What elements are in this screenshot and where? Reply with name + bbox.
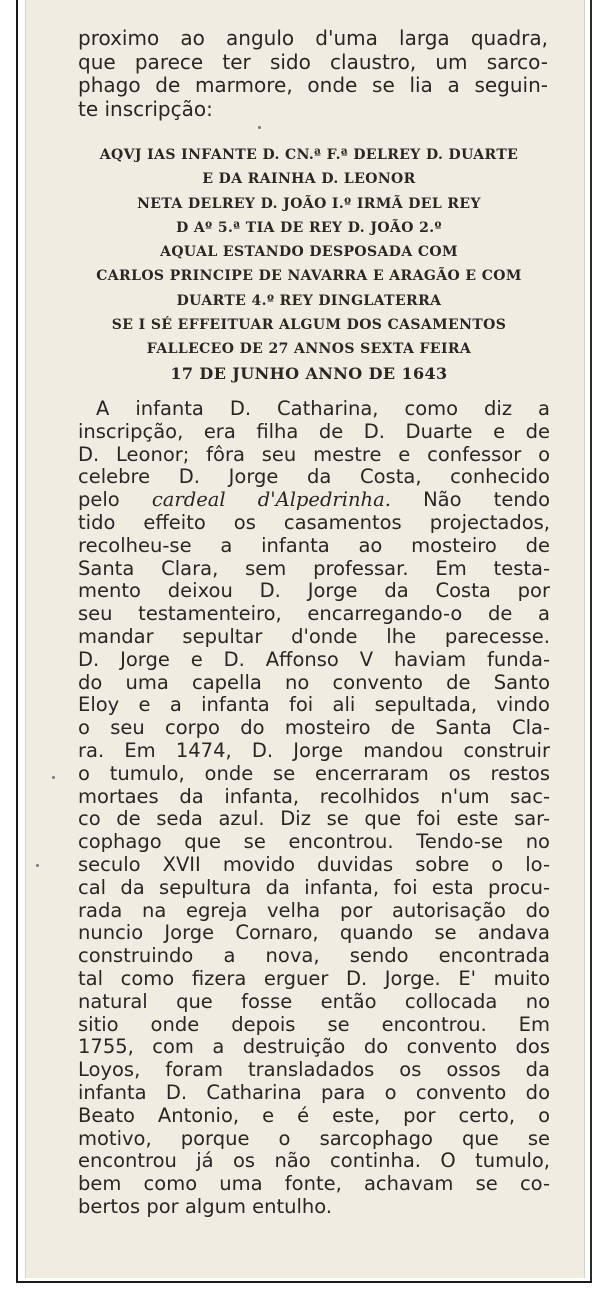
text-line: o tumulo, onde se encerraram os restos — [78, 761, 550, 785]
text-line: mandar sepultar d'onde lhe parecesse. — [78, 624, 550, 648]
speck — [52, 776, 55, 779]
text-line: inscripção, era filha de D. Duarte e de — [78, 419, 550, 443]
text-line: do uma capella no convento de Santo — [78, 670, 550, 694]
inscription-line: D Aº 5.ª TIA DE REY D. JOÃO 2.º — [176, 219, 442, 236]
text-line: Santa Clara, sem professar. Em testa- — [78, 556, 550, 580]
text-line: natural que fosse então collocada no — [78, 989, 550, 1013]
text-line: encontrou já os não continha. O tumulo, — [78, 1149, 550, 1173]
inscription-line: E DA RAINHA D. LEONOR — [202, 171, 416, 188]
text-line: Loyos, foram transladados os ossos da — [78, 1058, 550, 1082]
text-line: mento deixou D. Jorge da Costa por — [78, 579, 550, 603]
text-line: mortaes da infanta, recolhidos n'um sac- — [78, 784, 550, 808]
text-line: co de seda azul. Diz se que foi este sar- — [78, 807, 550, 831]
text-line: seculo XVII movido duvidas sobre o lo- — [78, 852, 550, 876]
inscription-line: DUARTE 4.º REY DINGLATERRA — [176, 292, 442, 309]
text-run: Não tendo — [390, 488, 550, 512]
text-line: Beato Antonio, e é este, por certo, o — [78, 1103, 550, 1127]
text-line: seu testamenteiro, encarregando-o de a — [78, 602, 550, 626]
text-line: bertos por algum entulho. — [78, 1194, 333, 1218]
text-line: motivo, porque o sarcophago que se — [78, 1126, 550, 1150]
text-line: que parece ter sido claustro, um sarco- — [78, 49, 548, 74]
text-line: Eloy e a infanta foi ali sepultada, vindo — [78, 693, 550, 717]
text-line: ra. Em 1474, D. Jorge mandou construir — [78, 738, 550, 762]
speck — [258, 126, 261, 129]
text-line: D. Jorge e D. Affonso V haviam funda- — [78, 647, 550, 671]
inscription-line: 17 DE JUNHO ANNO DE 1643 — [170, 363, 448, 383]
left-border-line — [16, 0, 18, 1282]
text-run: pelo — [78, 488, 152, 512]
text-line: nuncio Jorge Cornaro, quando se andava — [78, 921, 550, 945]
right-border-line — [590, 0, 592, 1282]
tomb-inscription — [70, 143, 548, 386]
text-line: tal como fizera erguer D. Jorge. E' muito — [78, 966, 550, 990]
text-line: tido effeito os casamentos projectados, — [78, 510, 550, 534]
italic-title: cardeal d'Alpedrinha. — [151, 488, 391, 512]
inscription-line: NETA DELREY D. JOÃO I.º IRMÃ DEL REY — [137, 195, 481, 212]
inscription-line: SE I SÉ EFFEITUAR ALGUM DOS CASAMENTOS — [111, 317, 507, 334]
text-line: cophago que se encontrou. Tendo-se no — [78, 830, 550, 854]
text-line: phago de marmore, onde se lia a seguin- — [78, 73, 548, 97]
inscription-line: FALLECEO DE 27 ANNOS SEXTA FEIRA — [146, 341, 472, 358]
speck — [36, 864, 39, 867]
text-line: construindo a nova, sendo encontrada — [78, 944, 550, 968]
body-paragraph — [78, 398, 550, 1219]
intro-paragraph — [78, 27, 548, 121]
text-line: celebre D. Jorge da Costa, conhecido — [78, 465, 550, 489]
bottom-border-line — [16, 1281, 592, 1283]
inscription-line: AQVJ IAS INFANTE D. CN.ª F.ª DELREY D. DUARTE — [99, 147, 519, 163]
text-line: A infanta D. Catharina, como diz a — [96, 397, 550, 420]
text-line: rada na egreja velha por autorisação do — [78, 898, 550, 922]
text-line: 1755, com a destruição do convento dos — [78, 1035, 550, 1059]
text-line: te inscripção: — [78, 96, 213, 121]
text-line: o seu corpo do mosteiro de Santa Cla- — [78, 716, 550, 740]
text-line: cal da sepultura da infanta, foi esta procu- — [78, 875, 550, 899]
text-line: sitio onde depois se encontrou. Em — [78, 1012, 550, 1036]
inscription-line: CARLOS PRINCIPE DE NAVARRA E ARAGÃO E COM — [96, 268, 522, 285]
text-line: bem como uma fonte, achavam se co- — [78, 1172, 550, 1196]
text-line: infanta D. Catharina para o convento do — [78, 1080, 550, 1104]
text-line — [78, 489, 550, 512]
text-line: proximo ao angulo d'uma larga quadra, — [78, 26, 548, 50]
inscription-line: AQUAL ESTANDO DESPOSADA COM — [160, 244, 458, 261]
text-line: D. Leonor; fôra seu mestre e confessor o — [78, 442, 550, 466]
text-line: recolheu-se a infanta ao mosteiro de — [78, 533, 550, 557]
